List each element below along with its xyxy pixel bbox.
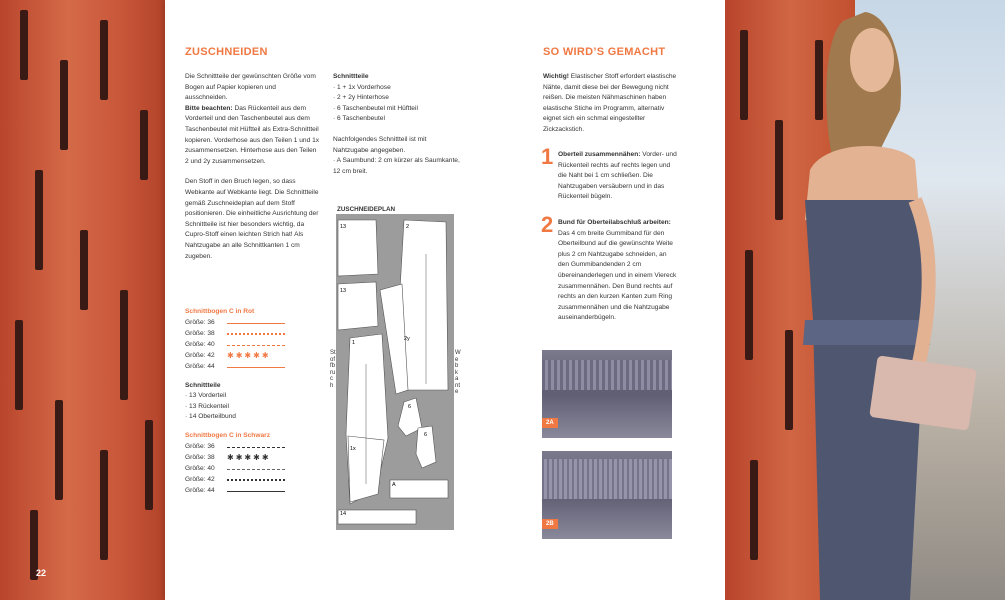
photo-tag-2a: 2A (542, 418, 558, 428)
plan-label: 13 (340, 224, 347, 230)
plan-label: 6 (424, 432, 428, 438)
plan-label: 13 (340, 288, 347, 294)
plan-label: 6 (408, 404, 412, 410)
photo-tag-2b: 2B (542, 519, 558, 529)
page-number: 22 (36, 568, 47, 578)
plan-label: 1x (350, 446, 356, 452)
plan-piece-14 (338, 510, 416, 524)
step-2: Bund für Oberteilabschluß arbeiten: Das 4 cm breite Gummiband für den Oberteilbund auf die gewünschte Weite plus 2 cm Nahtzugabe schneiden, an den Gummibandenden 2 cm übereinanderlegen und in einem Viereck zusammennähen. Den Bund rechts auf rechts an den kurzen Kanten zum Ring zusammennähen und die Nahtzugabe auseinanderbügeln. (558, 219, 677, 322)
warning-text: Wichtig! Elastischer Stoff erfordert elastische Nähte, damit diese bei der Bewegung nicht reißen. Die meisten Nähmaschinen haben elastische Stiche im Programm, alternativ eignet sich ein schmal eingestellter Zickzackstich. (543, 73, 677, 133)
section-title-cutting: ZUSCHNEIDEN (185, 46, 268, 58)
parts-list-pants: Schnittteile · 1 + 1x Vorderhose · 2 + 2y Hinterhose · 6 Taschenbeutel mit Hüftteil · 6 Taschenbeutel Nachfolgendes Schnittteil ist mit Nahtzugabe angegeben. · A Saumbund: 2 cm kürzer als Saumkante, 12 cm breit. (333, 73, 460, 175)
selvage-label: Webkante (455, 350, 461, 395)
fold-label: Stoffbruch (330, 350, 336, 389)
step-1: Oberteil zusammennähen: Vorder- und Rückenteil rechts auf rechts legen und die Naht bei 1 cm schließen. Die Nahtzugaben versäubern und in das Rückenteil bügeln. (558, 151, 677, 201)
step-number-2: 2 (541, 212, 554, 237)
model-photo (725, 0, 1005, 600)
plan-label: 2 (406, 224, 410, 230)
size-legend-red: Schnittbogen C in Rot Größe: 36 Größe: 38 Größe: 40 Größe: 42 ✱✱✱✱✱ Größe: 44 Schnittteile · 13 Vorderteil · 13 Rückenteil · 14 Oberteilbund Schnittbogen C in Schwarz Größe: 36 Größe: 38 ✱✱✱✱✱ Größe: 40 Größe: 42 Größe: 44 (185, 307, 320, 497)
photo-step-2a (542, 350, 672, 438)
section-title-howto: SO WIRD’S GEMACHT (543, 46, 666, 58)
plan-label: 14 (340, 511, 347, 517)
cutting-text: Die Schnittteile der gewünschten Größe vom Bogen auf Papier kopieren und ausschneiden. Bitte beachten: Das Rückenteil aus dem Vorderteil und den Taschenbeutel aus dem Taschenbeutel mit Hüftteil als Extra-Schnittteil kopieren. Vorderhose aus den Teilen 1 und 1x zusammensetzen. Hinterhose aus den Teilen 2 und 2y zusammensetzen. Den Stoff in den Bruch legen, so dass Webkante auf Webkante liegt. Die Schnittteile gemäß Zuschneideplan auf dem Stoff positionieren. Die einheitliche Ausrichtung der Schnittteile ist hier besonders wichtig, da Cupro-Stoff einen leichten Strich hat! Als Nahtzugabe an alle Schnittkanten 1 cm zugeben. (185, 73, 320, 260)
cutting-plan (336, 214, 454, 530)
cutting-plan-title: ZUSCHNEIDEPLAN (337, 206, 396, 213)
step-number-1: 1 (541, 144, 554, 169)
plan-piece-A (390, 480, 448, 498)
plan-label: A (392, 482, 396, 488)
plan-label: 2y (404, 336, 410, 342)
plan-label: 1 (352, 340, 356, 346)
facade-photo-left (0, 0, 170, 600)
photo-step-2b (542, 451, 672, 539)
